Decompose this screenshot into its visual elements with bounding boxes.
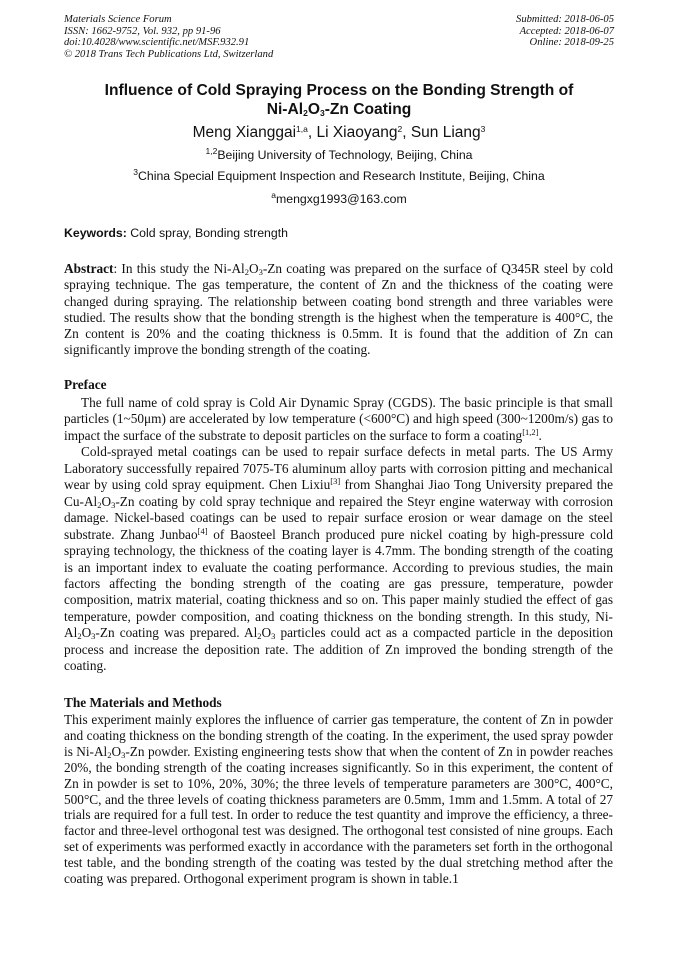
section-heading-methods: The Materials and Methods bbox=[64, 695, 222, 710]
text-run: , Sun Liang bbox=[402, 124, 481, 141]
text-run: O bbox=[111, 743, 122, 759]
text-run: -Zn Coating bbox=[324, 101, 412, 118]
copyright: © 2018 Trans Tech Publications Ltd, Switzerland bbox=[64, 48, 274, 60]
keywords-label: Keywords: bbox=[64, 226, 127, 240]
superscript: 3 bbox=[133, 167, 138, 177]
subscript: 3 bbox=[319, 108, 325, 118]
paragraph bbox=[64, 444, 613, 674]
superscript: 2 bbox=[397, 124, 403, 134]
text-run: -Zn powder. Existing engineering tests show that when the content of Zn in powder reaches 20%, the bonding strength of the coating increases significantly. So in this experiment, the content of Zn in powder is set to 10%, 20%, 30%; the three levels of temperature parameters are 300°C, 400°C, 500°C, and the three levels of coating thickness parameters are 0.5mm, 1mm and 1.5mm. A total of 27 trials are required for a full test. In order to reduce the test quantity and improve the efficiency, a three-factor and three-level orthogonal test was designed. The orthogonal test consisted of nine groups. Each set of experiments was performed exactly in accordance with the parameters set forth in the orthogonal test table, and the bonding strength of the coating was tested by the dual stretching method after the coating was prepared. Orthogonal experiment program is shown in table.1 bbox=[64, 743, 614, 887]
text-run: The full name of cold spray is Cold Air Dynamic Spray (CGDS). The basic principle is that small particles (1~50μm) are accelerated by low temperature (<600°C) and high speed (300~1200m/s) gas to impact the surface of the substrate to deposit particles on the surface to form a coating bbox=[64, 395, 613, 443]
paper-title bbox=[0, 81, 678, 119]
superscript: a bbox=[271, 190, 276, 200]
text-run: China Special Equipment Inspection and Research Institute, Beijing, China bbox=[138, 169, 545, 183]
superscript: [3] bbox=[330, 476, 341, 487]
text-run: of Baosteel Branch produced pure nickel coating by high-pressure cold spraying technology, the thickness of the coating layer is 4.7mm. The bonding strength of the coating is an important index to evaluate the coating performance. According to previous studies, the main factors affecting the bonding strength of the coating are gas pressure, temperature, powder composition, matrix material, coating thickness and so on. This paper mainly studied the effect of gas temperature, powder composition, and coating thickness on the bonding strength. In this study, Ni-Al bbox=[64, 526, 613, 641]
abstract-label: Abstract bbox=[64, 261, 114, 276]
text-run: : In this study the Ni-Al bbox=[113, 261, 245, 276]
subscript: 2 bbox=[303, 108, 308, 118]
superscript: [1,2] bbox=[522, 426, 539, 437]
text-run: O bbox=[261, 625, 272, 641]
issn: ISSN: 1662-9752, Vol. 932, pp 91-96 bbox=[64, 25, 221, 37]
title-line-1: Influence of Cold Spraying Process on the Bonding Strength of bbox=[104, 82, 574, 99]
text-run: -Zn coating by cold spray technique and repaired the Steyr engine waterway with corrosion damage. Nickel-based coatings can be used to repair surface erosion or wear damage on the steel substrate. Zhang Junbao bbox=[64, 493, 613, 542]
affiliation-1 bbox=[0, 148, 678, 162]
text-run: O bbox=[249, 261, 259, 276]
subscript: 3 bbox=[91, 631, 96, 642]
subscript: 3 bbox=[271, 631, 276, 642]
text-run: Cold-sprayed metal coatings can be used to repair surface defects in metal parts. The US Army Laboratory successfully repaired 7075-T6 aluminum alloy parts with corrosion pitting and mechanical wear by using cold spray equipment. Chen Lixiu bbox=[64, 444, 613, 493]
submitted-date: Submitted: 2018-06-05 bbox=[516, 14, 614, 25]
journal-info bbox=[64, 14, 273, 60]
paragraph bbox=[64, 395, 613, 444]
text-run: -Zn coating was prepared. Al bbox=[95, 625, 258, 641]
text-run: , Li Xiaoyang bbox=[307, 124, 398, 141]
subscript: 2 bbox=[244, 267, 249, 277]
text-run: Beijing University of Technology, Beijing, China bbox=[217, 148, 473, 162]
affiliation-2 bbox=[0, 169, 678, 183]
subscript: 2 bbox=[107, 749, 112, 760]
journal-name: Materials Science Forum bbox=[64, 14, 172, 25]
accepted-date: Accepted: 2018-06-07 bbox=[519, 25, 614, 37]
section-heading-preface: Preface bbox=[64, 377, 107, 392]
subscript: 2 bbox=[257, 631, 262, 642]
doi: doi:10.4028/www.scientific.net/MSF.932.91 bbox=[64, 37, 250, 49]
authors bbox=[0, 124, 678, 142]
subscript: 3 bbox=[111, 499, 116, 510]
text-run: particles could act as a compacted particle in the deposition process and increase the deposition rate. The addition of Zn improved the bonding strength of the coating. bbox=[64, 625, 613, 674]
paragraph bbox=[64, 712, 613, 887]
superscript: [4] bbox=[197, 525, 208, 536]
dates-info bbox=[516, 14, 614, 49]
text-run: mengxg1993@163.com bbox=[275, 192, 407, 206]
superscript: 1,a bbox=[296, 124, 308, 134]
superscript: 1,2 bbox=[205, 146, 218, 156]
text-run: Meng Xianggai bbox=[192, 124, 297, 141]
text-run: O bbox=[81, 625, 92, 641]
abstract-body bbox=[64, 261, 613, 357]
text-run: from Shanghai Jiao Tong University prepared the Cu-Al bbox=[64, 477, 613, 509]
subscript: 2 bbox=[97, 499, 102, 510]
subscript: 3 bbox=[258, 267, 263, 277]
keywords-text: Cold spray, Bonding strength bbox=[126, 226, 288, 240]
online-date: Online: 2018-09-25 bbox=[529, 37, 614, 49]
text-run: O bbox=[307, 101, 320, 118]
methods-body bbox=[64, 712, 613, 887]
abstract bbox=[64, 261, 613, 359]
title-line-2 bbox=[0, 100, 678, 119]
text-run: O bbox=[101, 493, 112, 509]
author-email bbox=[0, 192, 678, 206]
text-run: -Zn coating was prepared on the surface of Q345R steel by cold spraying technique. The gas temperature, the content of Zn and the thickness of the coating were changed during spraying. The relationship between coating bond strength and three variables were studied. The results show that the bonding strength is the highest when the temperature is 400°C, the Zn content is 20% and the coating thickness is 0.5mm. It is found that the addition of Zn can significantly improve the bonding strength of the coating. bbox=[64, 261, 613, 358]
preface-body bbox=[64, 395, 613, 675]
text-run: . bbox=[538, 427, 542, 443]
superscript: 3 bbox=[480, 124, 486, 134]
subscript: 3 bbox=[121, 749, 126, 760]
text-run: This experiment mainly explores the influence of carrier gas temperature, the content of Zn in powder and coating thickness on the bonding strength of the coating. In the experiment, the used spray powder is Ni-Al bbox=[64, 712, 613, 759]
keywords bbox=[64, 226, 288, 240]
subscript: 2 bbox=[77, 631, 82, 642]
text-run: Ni-Al bbox=[266, 101, 304, 118]
